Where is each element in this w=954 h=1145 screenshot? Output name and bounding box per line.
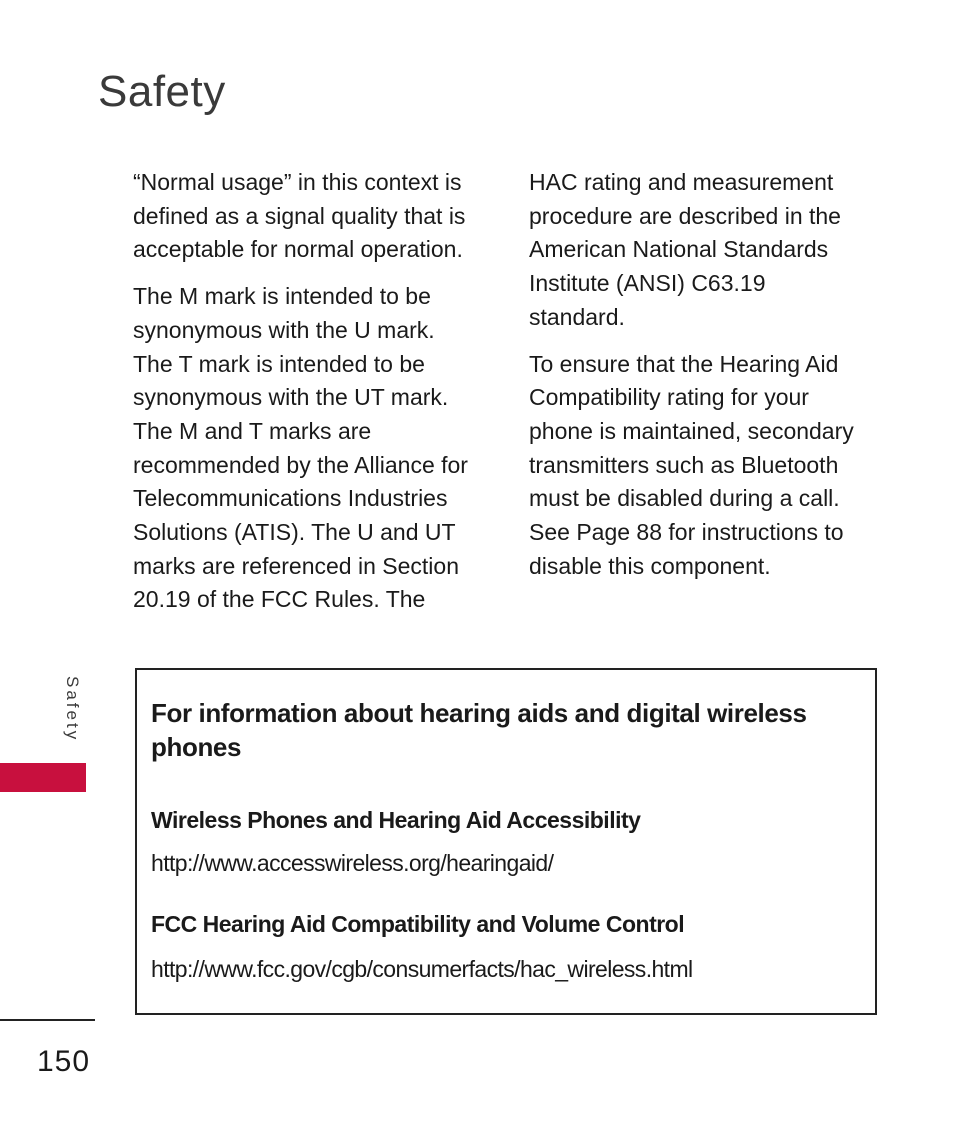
info-box-heading: For information about hearing aids and digital wireless phones — [151, 698, 807, 762]
info-box — [135, 668, 877, 1015]
resource-title-accesswireless: Wireless Phones and Hearing Aid Accessibility — [151, 807, 641, 833]
page-number: 150 — [37, 1045, 91, 1078]
footer-divider — [0, 1019, 95, 1021]
resource-title-fcc: FCC Hearing Aid Compatibility and Volume Control — [151, 911, 685, 937]
side-tab-bar — [0, 763, 86, 792]
paragraph-m-t-marks: The M mark is intended to be synonymous with the U mark. The T mark is intended to be synonymous with the UT mark. The M and T marks are recommended by the Alliance for Telecommunications Industries Solutions (ATIS). The U and UT marks are referenced in Section 20.19 of the FCC Rules. The — [133, 283, 468, 613]
paragraph-bluetooth-disable: To ensure that the Hearing Aid Compatibility rating for your phone is maintained, secondary transmitters such as Bluetooth must be disabled during a call. See Page 88 for instructions to disable this component. — [529, 350, 854, 579]
resource-link-fcc[interactable]: http://www.fcc.gov/cgb/consumerfacts/hac_wireless.html — [151, 956, 693, 982]
left-column — [133, 166, 483, 630]
right-column — [529, 166, 874, 596]
resource-link-accesswireless[interactable]: http://www.accesswireless.org/hearingaid/ — [151, 850, 554, 876]
paragraph-normal-usage: “Normal usage” in this context is defined as a signal quality that is acceptable for normal operation. — [133, 169, 466, 263]
side-tab-label: Safety — [63, 676, 82, 743]
page-title: Safety — [98, 67, 226, 116]
paragraph-hac-rating: HAC rating and measurement procedure are described in the American National Standards Institute (ANSI) C63.19 standard. — [529, 169, 841, 330]
